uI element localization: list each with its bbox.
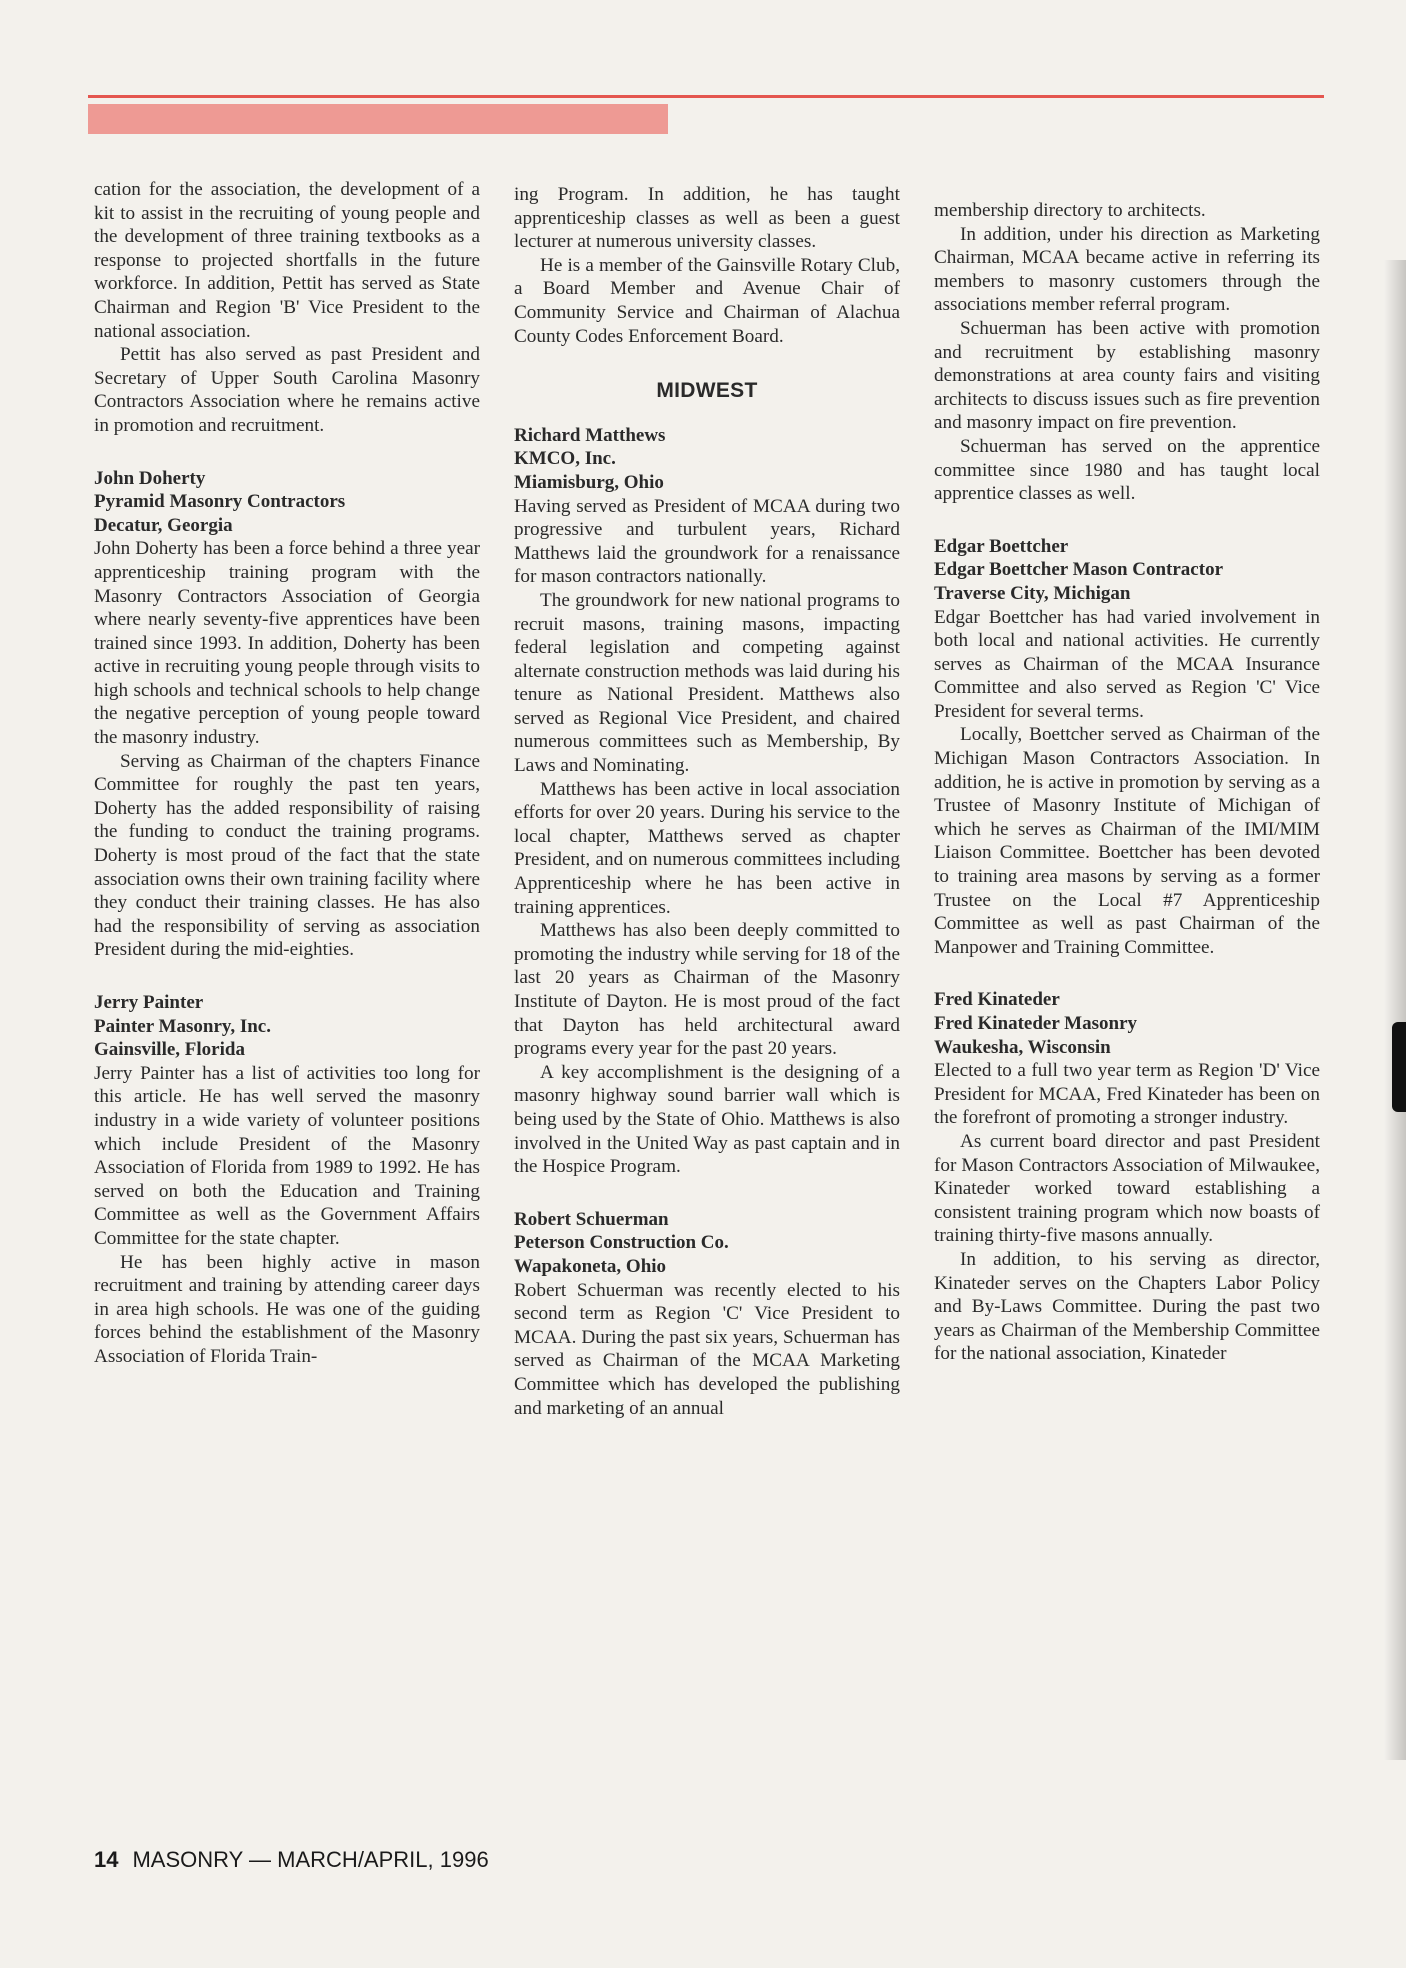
paragraph: Schuerman has served on the apprentice committee since 1980 and has taught local apprentice classes as well.	[934, 435, 1320, 505]
bio-heading-matthews	[514, 424, 900, 495]
paragraph: Matthews has also been deeply committed to promoting the industry while serving for 18 of the last 20 years as Chairman of the Masonry Institute of Dayton. He is most proud of the fact that Dayton has held architectural award programs every year for the past 20 years.	[514, 920, 900, 1060]
paragraph: In addition, to his serving as director, Kinateder serves on the Chapters Labor Policy and By-Laws Committee. During the past two years as Chairman of the Membership Committee for the national association, Kinateder	[934, 1248, 1320, 1365]
paragraph: The groundwork for new national programs to recruit masons, training masons, impacting federal legislation and competing against alternate construction methods was laid during his tenure as National President. Matthews also served as Regional Vice President, and chaired numerous committees such as Membership, By Laws and Nominating.	[514, 589, 900, 777]
paragraph: He is a member of the Gainsville Rotary Club, a Board Member and Avenue Chair of Community Service and Chairman of Alachua County Codes Enforcement Board.	[514, 254, 900, 347]
paragraph: Serving as Chairman of the chapters Finance Committee for roughly the past ten years, Doherty has the added responsibility of raising the funding to conduct the training programs. Doherty is most proud of the fact that the state association owns their own training facility where they conduct their training classes. He has also had the responsibility of serving as association President during the mid-eighties.	[94, 750, 480, 961]
bio-heading-boettcher	[934, 535, 1320, 606]
bio-location: Waukesha, Wisconsin	[934, 1036, 1111, 1058]
bio-name: John Doherty	[94, 467, 206, 489]
article-column-1	[94, 178, 480, 1369]
paragraph: Schuerman has been active with promotion and recruitment by establishing masonry demonstrations at area county fairs and visiting architects to discuss issues such as fire prevention and masonry impact on fire prevention.	[934, 317, 1320, 434]
bio-location: Miamisburg, Ohio	[514, 471, 664, 493]
bio-name: Jerry Painter	[94, 992, 204, 1013]
article-column-2	[514, 183, 900, 1420]
bio-name: Edgar Boettcher	[934, 535, 1069, 557]
bio-company: Painter Masonry, Inc.	[94, 1015, 271, 1037]
paragraph: Jerry Painter has a list of activities too long for this article. He has well served the masonry industry in a wide variety of volunteer positions which include President of the Masonry Association of Florida from 1989 to 1992. He has served on both the Education and Training Committee as well as the Government Affairs Committee for the state chapter.	[94, 1062, 480, 1249]
page-edge-shadow	[1384, 260, 1406, 1760]
page-number: 14	[94, 1847, 119, 1872]
paragraph: membership directory to architects.	[934, 200, 1206, 221]
publication-line: MASONRY — MARCH/APRIL, 1996	[132, 1847, 489, 1872]
bio-company: Pyramid Masonry Contractors	[94, 491, 346, 513]
bio-name: Robert Schuerman	[514, 1208, 669, 1230]
paragraph: He has been highly active in mason recruitment and training by attending career days in area high schools. He was one of the guiding forces behind the establishment of the Masonry Association of Florida Train-	[94, 1251, 480, 1367]
paragraph: cation for the association, the development of a kit to assist in the recruiting of young people and the development of three training textbooks as a response to projected shortfalls in the future workforce. In addition, Pettit has served as State Chairman and Region 'B' Vice President to the national association.	[94, 179, 480, 342]
bio-location: Decatur, Georgia	[94, 514, 233, 536]
bio-heading-painter	[94, 991, 480, 1062]
bio-company: Peterson Construction Co.	[514, 1232, 729, 1254]
paragraph: Elected to a full two year term as Region 'D' Vice President for MCAA, Fred Kinateder has been on the forefront of promoting a stronger industry.	[934, 1060, 1320, 1129]
paragraph: Robert Schuerman was recently elected to his second term as Region 'C' Vice President to MCAA. During the past six years, Schuerman has served as Chairman of the MCAA Marketing Committee which has developed the publishing and marketing of an annual	[514, 1279, 900, 1419]
paragraph: ing Program. In addition, he has taught apprenticeship classes as well as been a guest lecturer at numerous university classes.	[514, 184, 900, 253]
section-heading-midwest: MIDWEST	[656, 379, 758, 403]
header-rule-bar	[88, 104, 668, 134]
paragraph: In addition, under his direction as Marketing Chairman, MCAA became active in referring its members to masonry customers through the associations member referral program.	[934, 223, 1320, 316]
bio-company: Fred Kinateder Masonry	[934, 1013, 1137, 1034]
bio-location: Traverse City, Michigan	[934, 582, 1131, 604]
bio-heading-schuerman	[514, 1208, 900, 1279]
paragraph: Locally, Boettcher served as Chairman of the Michigan Mason Contractors Association. In addition, he is active in promotion by serving as a Trustee of Masonry Institute of Michigan of which he serves as Chairman of the IMI/MIM Liaison Committee. Boettcher has been devoted to training area masons by serving as a former Trustee on the Local #7 Apprenticeship Committee as well as past Chairman of the Manpower and Training Committee.	[934, 724, 1320, 958]
bio-name: Fred Kinateder	[934, 989, 1060, 1011]
paragraph: Having served as President of MCAA during two progressive and turbulent years, Richard Matthews laid the groundwork for a renaissance for mason contractors nationally.	[514, 495, 900, 588]
paragraph: Pettit has also served as past President and Secretary of Upper South Carolina Masonry Contractors Association where he remains active in promotion and recruitment.	[94, 344, 480, 436]
paragraph: As current board director and past President for Mason Contractors Association of Milwaukee, Kinateder worked toward establishing a consistent training program which now boasts of training thirty-five masons annually.	[934, 1130, 1320, 1247]
article-column-3	[934, 199, 1320, 1366]
bio-company: Edgar Boettcher Mason Contractor	[934, 559, 1223, 581]
paragraph: Edgar Boettcher has had varied involvement in both local and national activities. He currently serves as Chairman of the MCAA Insurance Committee and also served as Region 'C' Vice President for several terms.	[934, 606, 1320, 722]
paragraph: Matthews has been active in local association efforts for over 20 years. During his service to the local chapter, Matthews served as chapter President, and on numerous committees including Apprenticeship where he has been active in training apprentices.	[514, 778, 900, 918]
paragraph: A key accomplishment is the designing of a masonry highway sound barrier wall which is being used by the State of Ohio. Matthews is also involved in the United Way as past captain and in the Hospice Program.	[514, 1061, 900, 1178]
bio-location: Wapakoneta, Ohio	[514, 1255, 667, 1277]
bio-name: Richard Matthews	[514, 424, 666, 446]
bio-location: Gainsville, Florida	[94, 1039, 245, 1061]
paragraph: John Doherty has been a force behind a three year apprenticeship training program with the Masonry Contractors Association of Georgia where nearly seventy-five apprentices have been trained since 1993. In addition, Doherty has been active in recruiting young people through visits to high schools and technical schools to help change the negative perception of young people toward the masonry industry.	[94, 538, 480, 749]
page-footer	[94, 1847, 489, 1873]
bio-heading-doherty	[94, 467, 480, 538]
bio-company: KMCO, Inc.	[514, 448, 616, 470]
header-rule-line	[88, 95, 1324, 98]
binder-clip-mark	[1392, 1022, 1406, 1112]
bio-heading-kinateder	[934, 988, 1320, 1059]
